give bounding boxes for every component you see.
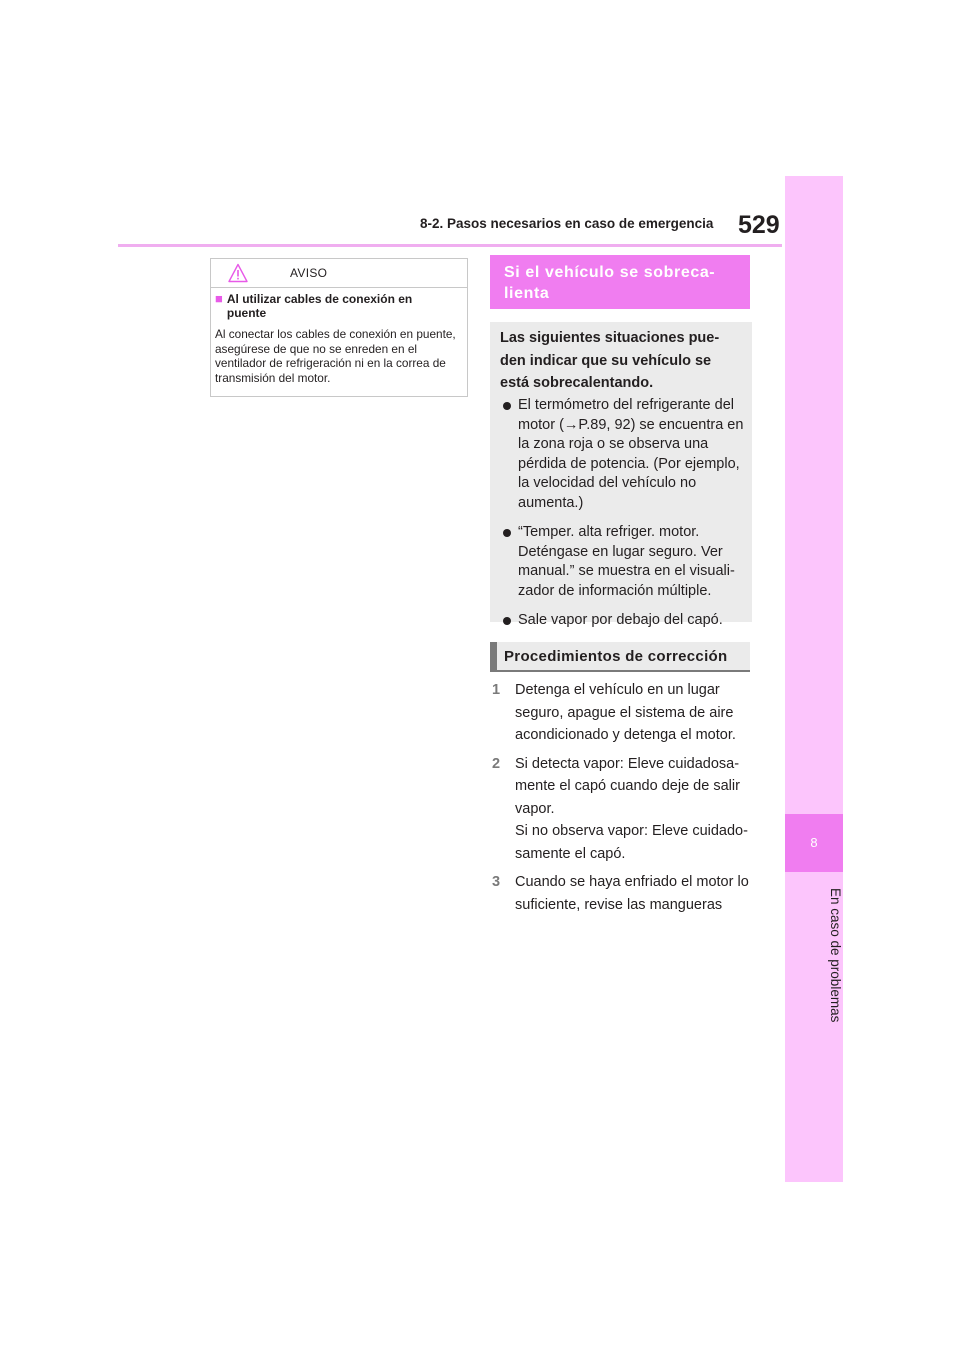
list-item [500,611,745,631]
procedures-heading: Procedimientos de corrección [504,648,728,665]
step-text: Detenga el vehículo en un lugar seguro, apague el sistema de aire acondicionado y detenga el motor. [515,682,736,743]
step-item [492,871,754,916]
bullet-icon [503,402,511,410]
warning-header [211,259,467,288]
overheat-heading: Si el vehículo se sobreca-lienta [504,264,716,302]
warning-title: AVISO [290,266,328,280]
step-text: Cuando se haya enfriado el motor lo suficiente, revise las mangueras [515,874,749,913]
step-item [492,753,754,866]
list-item-text: El termómetro del refrigerante del motor (→P.89, 92) se encuentra en la zona roja o se observa una pérdida de potencia. (Por ejemplo, la velocidad del vehículo no aumenta.) [518,397,744,511]
step-number: 2 [492,755,501,772]
list-item-text: “Temper. alta refriger. motor. Deténgase en lugar seguro. Ver manual.” se muestra en el visuali-zador de información múltiple. [518,524,735,599]
bullet-icon [503,529,511,537]
overheat-symptom-list [500,396,745,641]
bullet-icon [503,617,511,625]
list-item [500,396,745,513]
step-number: 1 [492,682,501,698]
step-item [492,679,754,747]
warning-subheading [215,292,460,320]
page-number: 529 [738,211,780,239]
header-divider [118,244,782,247]
step-number: 3 [492,874,501,890]
chapter-side-tab [785,176,843,1182]
list-item-text: Sale vapor por debajo del capó. [518,612,723,628]
warning-body: Al conectar los cables de conexión en puente, asegúrese de que no se enreden en el ventilador de refrigeración ni en la correa de transmisión del motor. [215,327,456,385]
overheat-intro: Las siguientes situaciones pue-den indicar que su vehículo se está sobrecalentando. [500,330,720,391]
step-text: Si detecta vapor: Eleve cuidadosa-mente el capó cuando deje de salir vapor. Si no observa vapor: Eleve cuidado-samente el capó. [515,755,748,862]
chapter-label-text: En caso de problemas [828,887,843,1023]
warning-subheading-text: Al utilizar cables de conexión en puente [226,292,413,320]
list-item [500,523,745,601]
chapter-label [785,880,843,1030]
chapter-number: 8 [810,835,818,850]
warning-triangle-icon [228,263,248,283]
procedure-steps [492,679,754,922]
square-bullet-icon: ■ [215,291,223,306]
section-title: 8-2. Pasos necesarios en caso de emergencia [420,216,714,231]
